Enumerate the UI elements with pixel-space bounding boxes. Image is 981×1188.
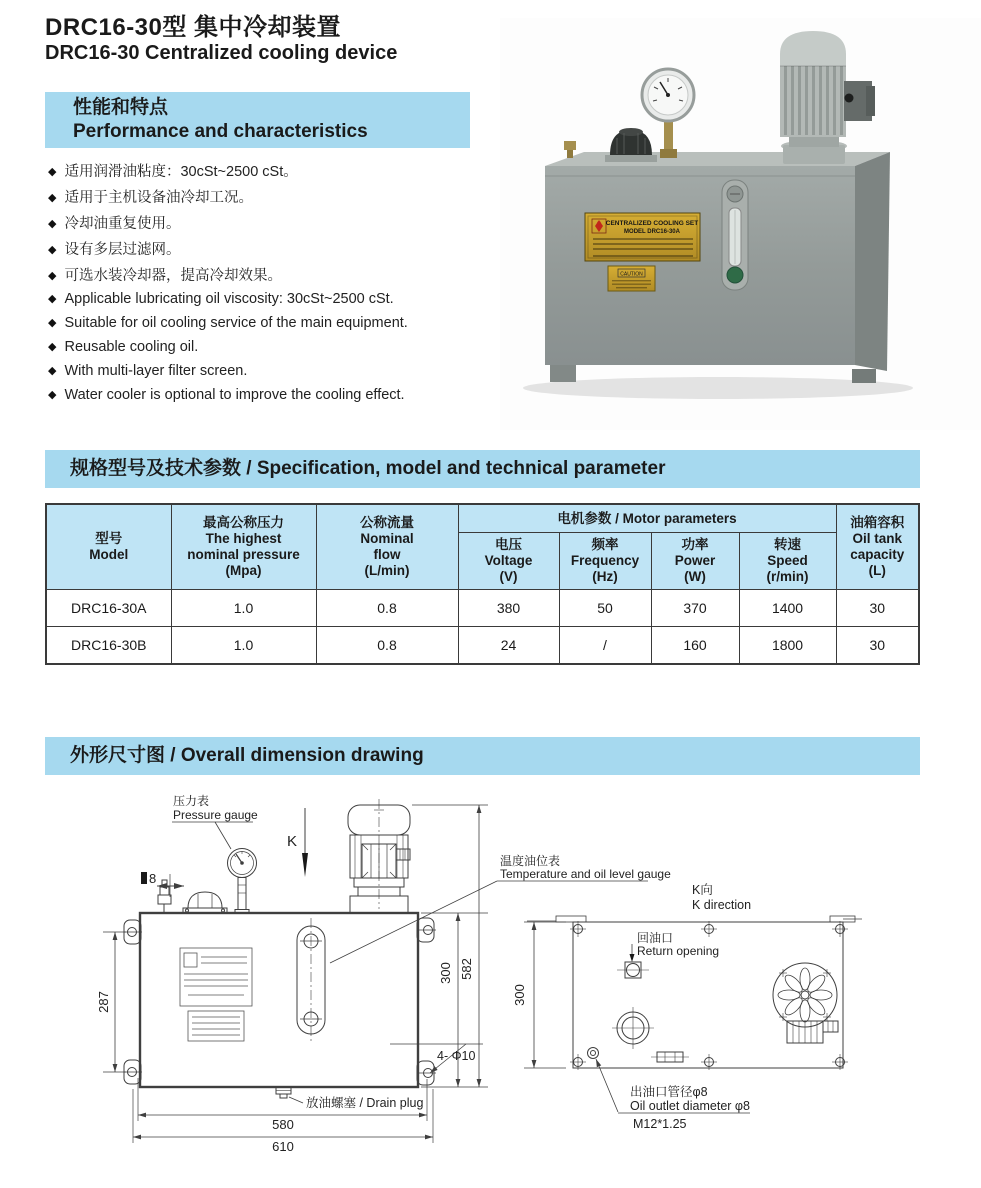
col-header-flow: 公称流量 Nominal flow (L/min) [316,504,458,590]
cell-voltage: 24 [458,627,559,665]
k-dir-label-cn: K向 [692,883,713,897]
product-photo-svg [500,18,981,430]
tank-foot-right [852,369,876,383]
pressure-gauge-label-en: Pressure gauge [173,808,258,822]
dimension-drawing-svg [0,783,981,1163]
page-title-en: DRC16-30 Centralized cooling device [45,41,398,64]
list-item [48,160,298,186]
cell-model: DRC16-30B [46,627,171,665]
motor-cap [780,31,846,66]
page-header [45,14,397,65]
dimension-drawing [0,783,981,1163]
section-spec-header [45,450,920,488]
tank-body [545,152,890,383]
oil-outlet-symbol [588,1048,599,1059]
dim-610-text: 610 [272,1139,294,1154]
diamond-bullet-icon: ◆ [48,192,57,204]
col-header-capacity: 油箱容积 Oil tank capacity (L) [836,504,919,590]
list-item [48,336,408,360]
feature-text: 适用于主机设备油冷却工况。 [64,190,253,206]
page-title-cn: DRC16-30型 集中冷却装置 [45,14,342,41]
pressure-gauge-label-cn: 压力表 [173,794,210,808]
bottom-fitting [651,1052,689,1062]
feature-text: 可选水装冷却器，提高冷却效果。 [64,268,282,284]
diamond-bullet-icon: ◆ [48,218,57,230]
list-item [48,264,298,290]
feature-text: 适用润滑油粘度：30cSt~2500 cSt。 [64,164,298,180]
feature-text: 设有多层过滤网。 [64,242,181,258]
feature-text: With multi-layer filter screen. [64,363,248,379]
motor-front [348,799,410,913]
col-header-model: 型号 Model [46,504,171,590]
cell-power: 370 [651,590,739,627]
list-item [48,288,408,312]
dimension-title: 外形尺寸图 / Overall dimension drawing [70,745,424,766]
base-tabs [527,916,862,922]
oil-outlet-leader [596,1059,618,1112]
product-photo [500,18,981,430]
cell-speed: 1800 [739,627,836,665]
list-item [48,312,408,336]
dim-580-text: 580 [272,1117,294,1132]
table-row [46,627,919,665]
nameplate-label [585,213,700,261]
temp-gauge-label-cn: 温度油位表 [500,854,561,868]
thread-label: M12*1.25 [633,1117,687,1131]
diamond-bullet-icon: ◆ [48,317,57,329]
temp-gauge-label-en: Temperature and oil level gauge [500,867,671,881]
col-header-voltage: 电压 Voltage (V) [458,533,559,590]
cell-power: 160 [651,627,739,665]
list-item [48,360,408,384]
motor-fan-top [773,963,838,1043]
cell-frequency: / [559,627,651,665]
cell-model: DRC16-30A [46,590,171,627]
level-gauge-slot [297,918,325,1041]
feature-text: Reusable cooling oil. [64,339,199,355]
feature-list-en [48,288,408,408]
list-item [48,186,298,212]
breather-cap [183,892,227,913]
cell-capacity: 30 [836,627,919,665]
col-header-motor-group: 电机参数 / Motor parameters [458,504,836,533]
feature-text: Water cooler is optional to improve the cooling effect. [64,387,405,403]
list-item [48,212,298,238]
dim-300-front-text: 300 [438,962,453,984]
feature-text: Applicable lubricating oil viscosity: 30cSt~2500 cSt. [64,291,394,307]
dim-287-text: 287 [96,991,111,1013]
label-title: CENTRALIZED COOLING SET [605,220,699,227]
diamond-bullet-icon: ◆ [48,293,57,305]
dim-8-text: 8 [149,871,157,886]
feature-text: 冷却油重复使用。 [64,216,181,232]
k-dir-label-en: K direction [692,898,752,912]
oil-level-gauge [722,180,748,290]
temp-gauge-leader [330,881,497,963]
diamond-bullet-icon: ◆ [48,365,57,377]
section-dimension-header [45,737,920,775]
pressure-gauge-leader [215,822,231,849]
col-header-power: 功率 Power (W) [651,533,739,590]
section-performance-header [45,92,470,148]
diamond-bullet-icon: ◆ [48,389,57,401]
col-header-frequency: 频率 Frequency (Hz) [559,533,651,590]
top-fitting [158,880,171,913]
drain-plug-label: 放油螺塞 / Drain plug [306,1096,424,1110]
front-view [96,793,674,1154]
oil-outlet-label-cn: 出油口管径φ8 [630,1085,708,1099]
table-row [46,590,919,627]
caution-label [608,266,655,291]
performance-title-en: Performance and characteristics [73,121,368,142]
list-item [48,384,408,408]
label-model: MODEL DRC16-30A [624,229,680,235]
k-arrow-label: K [287,833,298,850]
diamond-bullet-icon: ◆ [48,341,57,353]
performance-title-cn: 性能和特点 [73,97,169,119]
dim-582 [412,805,488,1087]
k-direction-view [512,883,862,1131]
col-header-pressure: 最高公称压力 The highest nominal pressure (Mpa) [171,504,316,590]
center-flange [612,1007,654,1049]
list-item [48,238,298,264]
return-opening-arrowhead [630,954,635,962]
pressure-gauge-symbol [228,849,257,914]
spec-title: 规格型号及技术参数 / Specification, model and technical parameter [70,458,666,479]
caution-text: CAUTION [620,271,643,278]
cell-capacity: 30 [836,590,919,627]
diamond-bullet-icon: ◆ [48,166,57,178]
col-header-speed: 转速 Speed (r/min) [739,533,836,590]
cell-voltage: 380 [458,590,559,627]
tank-foot-left [550,365,576,382]
cell-speed: 1400 [739,590,836,627]
diamond-bullet-icon: ◆ [48,270,57,282]
dim-582-text: 582 [459,958,474,980]
cell-frequency: 50 [559,590,651,627]
spec-table [45,503,920,665]
feature-text: Suitable for oil cooling service of the main equipment. [64,315,408,331]
drawing-nameplate [180,948,252,1041]
return-opening-symbol [617,962,649,978]
oil-outlet-label-en: Oil outlet diameter φ8 [630,1099,750,1113]
dim-300-side-text: 300 [512,984,527,1006]
return-opening-label-en: Return opening [637,944,720,958]
dim-300-side [524,922,566,1068]
holes-callout-text: 4- Φ10 [437,1049,476,1063]
cell-pressure: 1.0 [171,627,316,665]
cell-flow: 0.8 [316,627,458,665]
cell-flow: 0.8 [316,590,458,627]
mounting-tabs [124,918,436,1085]
cell-pressure: 1.0 [171,590,316,627]
feature-list-cn [48,160,298,290]
drain-plug-leader [289,1097,303,1103]
motor-knob [845,94,854,103]
k-arrowhead [302,853,308,877]
diamond-bullet-icon: ◆ [48,244,57,256]
return-opening-label-cn: 回油口 [637,931,674,945]
drain-plug-symbol [276,1087,291,1098]
